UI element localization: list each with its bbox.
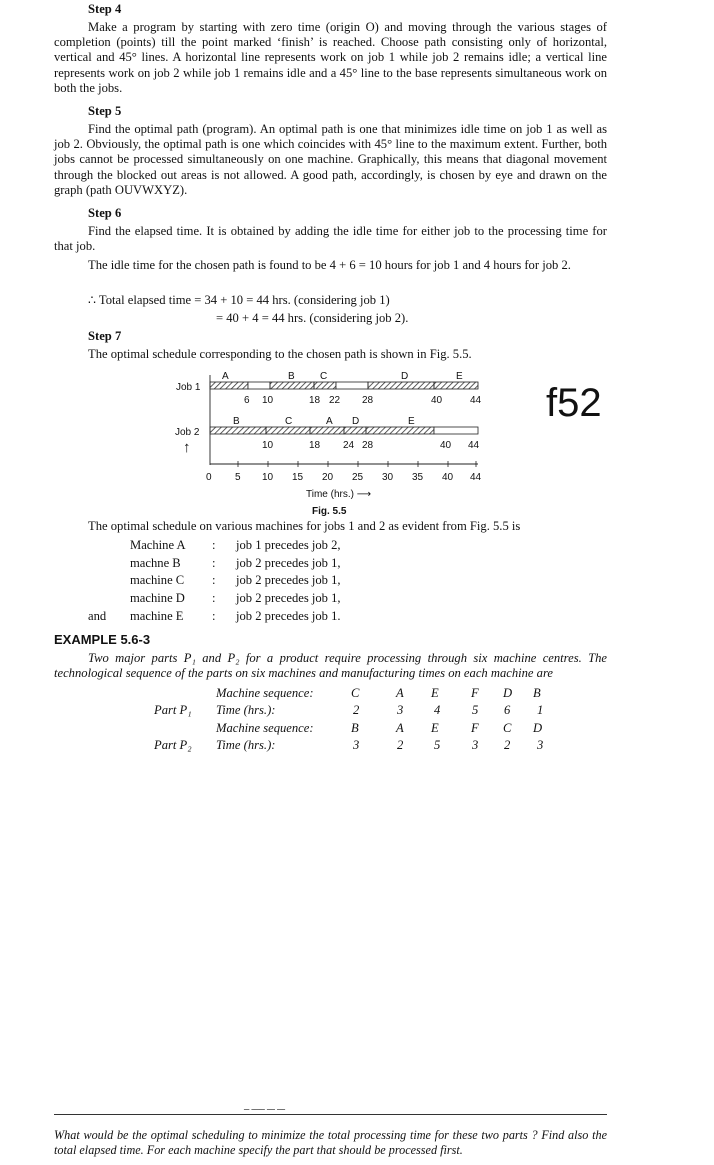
job1-letter-c: C xyxy=(320,371,328,382)
job2-letter-d: D xyxy=(352,416,360,427)
example-text xyxy=(54,651,607,681)
step6-text xyxy=(54,224,607,254)
step4-text xyxy=(54,20,607,96)
p2-time-cell: 3 xyxy=(537,738,544,752)
step6-calc1: ∴ Total elapsed time = 34 + 10 = 44 hrs. (considering job 1) xyxy=(88,293,390,307)
job2-tick-28: 28 xyxy=(362,440,374,451)
job2-bar xyxy=(210,427,478,434)
footer-cut-text: ـــ ـــ ـــــ ــ xyxy=(244,1102,286,1112)
schedule-sep: : xyxy=(212,556,216,570)
part2-label: Part P₂ xyxy=(154,738,192,752)
part1-time-label: Time (hrs.): xyxy=(216,703,276,717)
job1-tick-22: 22 xyxy=(329,395,341,406)
step6-title: Step 6 xyxy=(88,206,122,220)
schedule-machine: machine E xyxy=(130,609,184,623)
p1-time-cell: 3 xyxy=(397,703,404,717)
job1-letter-b: B xyxy=(288,371,295,382)
job1-seg-a xyxy=(210,382,248,389)
schedule-sep: : xyxy=(212,538,216,552)
job2-seg-idle xyxy=(434,427,478,434)
fig-arrow-up-icon: ↑ xyxy=(183,439,191,456)
axis-tick-0: 0 xyxy=(206,472,212,483)
job1-letter-e: E xyxy=(456,371,463,382)
p2-seq-cell: E xyxy=(431,721,439,735)
schedule-sep: : xyxy=(212,573,216,587)
p1-seq-cell: F xyxy=(471,686,479,700)
job1-seg-idle2 xyxy=(336,382,368,389)
job1-tick-18: 18 xyxy=(309,395,321,406)
schedule-text: job 2 precedes job 1, xyxy=(236,556,341,570)
job1-tick-44: 44 xyxy=(470,395,482,406)
p2-time-cell: 3 xyxy=(353,738,360,752)
schedule-machine: machine C xyxy=(130,573,185,587)
job2-letter-e: E xyxy=(408,416,415,427)
p1-seq-cell: A xyxy=(396,686,404,700)
job2-tick-44: 44 xyxy=(468,440,480,451)
schedule-machine: Machine A xyxy=(130,538,186,552)
footer-question: What would be the optimal scheduling to minimize the total processing time for these two parts ? Find also the total elapsed time. For each machine specify the part that should be processed first. xyxy=(54,1128,607,1158)
p1-seq-cell: B xyxy=(533,686,541,700)
job1-bar xyxy=(210,382,478,389)
step7-title: Step 7 xyxy=(88,329,122,343)
axis-tick-44: 44 xyxy=(470,472,482,483)
part2-time-label: Time (hrs.): xyxy=(216,738,276,752)
schedule-sep: : xyxy=(212,609,216,623)
fig-job1-label: Job 1 xyxy=(176,382,201,393)
step5-title: Step 5 xyxy=(88,104,122,118)
job2-tick-18: 18 xyxy=(309,440,321,451)
job1-tick-28: 28 xyxy=(362,395,374,406)
part1-label: Part P₁ xyxy=(154,703,192,717)
example-heading: EXAMPLE 5.6-3 xyxy=(54,632,151,647)
axis-tick-10: 10 xyxy=(262,472,274,483)
fig-caption: Fig. 5.5 xyxy=(312,506,347,517)
p2-time-cell: 2 xyxy=(397,738,404,752)
job1-tick-6: 6 xyxy=(244,395,250,406)
part1-seq-label: Machine sequence: xyxy=(216,686,314,700)
step6-text2-body: The idle time for the chosen path is found to be 4 + 6 = 10 hours for job 1 and 4 hours for job 2. xyxy=(88,258,571,272)
p1-seq-cell: E xyxy=(431,686,439,700)
axis-tick-40: 40 xyxy=(442,472,454,483)
axis-tick-20: 20 xyxy=(322,472,334,483)
axis-label: Time (hrs.) ⟶ xyxy=(306,489,372,500)
axis-tick-15: 15 xyxy=(292,472,304,483)
schedule-text: job 1 precedes job 2, xyxy=(236,538,341,552)
p1-time-cell: 4 xyxy=(434,703,441,717)
step4-text-body: Make a program by starting with zero time (origin O) and moving through the various stages of completion (points) till the point marked ‘finish’ is reached. Choose path consisting only of horizontal, vertical and 45° lines. A horizontal line represents work on job 1 while job 2 remains idle; a vertical line represents work on job 2 while job 1 remains idle and a 45° line to the base represents simultaneous work on both the jobs. xyxy=(54,20,607,95)
job2-tick-40: 40 xyxy=(440,440,452,451)
schedule-machine: machne B xyxy=(130,556,181,570)
step4-title: Step 4 xyxy=(88,2,122,16)
schedule-machine: machine D xyxy=(130,591,185,605)
job2-letter-c: C xyxy=(285,416,293,427)
step6-text-body: Find the elapsed time. It is obtained by adding the idle time for either job to the processing time for that job. xyxy=(54,224,607,254)
p2-seq-cell: F xyxy=(471,721,479,735)
fig-job2-label: Job 2 xyxy=(175,427,200,438)
step5-text-body: Find the optimal path (program). An optimal path is one that minimizes idle time on job 1 as well as job 2. Obviously, the optimal path is one which coincides with 45° line to the maximum extent. Further, both jobs cannot be processed simultaneously on one machine. Graphically, this means that diagonal movement through the blocked out areas is not allowed. A good path, accordingly, is chosen by eye and drawn on the graph (path OUVWXYZ). xyxy=(54,122,607,197)
job1-seg-idle1 xyxy=(248,382,270,389)
p2-seq-cell: C xyxy=(503,721,512,735)
p1-time-cell: 1 xyxy=(537,703,544,717)
job2-tick-24: 24 xyxy=(343,440,355,451)
axis-tick-5: 5 xyxy=(235,472,241,483)
schedule-intro: The optimal schedule on various machines for jobs 1 and 2 as evident from Fig. 5.5 is xyxy=(88,519,521,533)
fig-watermark: f52 xyxy=(546,381,602,425)
job1-tick-40: 40 xyxy=(431,395,443,406)
p2-time-cell: 3 xyxy=(472,738,479,752)
axis-tick-30: 30 xyxy=(382,472,394,483)
step7-text: The optimal schedule corresponding to the chosen path is shown in Fig. 5.5. xyxy=(88,347,472,361)
p1-seq-cell: D xyxy=(503,686,513,700)
p2-time-cell: 5 xyxy=(434,738,441,752)
job1-tick-10: 10 xyxy=(262,395,274,406)
step6-calc2: = 40 + 4 = 44 hrs. (considering job 2). xyxy=(216,311,409,325)
axis-tick-25: 25 xyxy=(352,472,364,483)
step6-text2 xyxy=(54,258,607,273)
schedule-prefix: and xyxy=(88,609,107,623)
p2-time-cell: 2 xyxy=(504,738,511,752)
job1-letter-a: A xyxy=(222,371,229,382)
p1-seq-cell: C xyxy=(351,686,360,700)
step5-text xyxy=(54,122,607,198)
p2-seq-cell: D xyxy=(533,721,543,735)
p2-seq-cell: A xyxy=(396,721,404,735)
footer-rule xyxy=(54,1114,607,1115)
part2-seq-label: Machine sequence: xyxy=(216,721,314,735)
example-text-body: Two major parts P₁ and P₂ for a product require processing through six machine centres. The technological sequence of the parts on six machines and manufacturing times on each machine are xyxy=(54,651,607,681)
schedule-text: job 2 precedes job 1, xyxy=(236,591,341,605)
p2-seq-cell: B xyxy=(351,721,359,735)
p1-time-cell: 2 xyxy=(353,703,360,717)
schedule-text: job 2 precedes job 1. xyxy=(236,609,341,623)
axis-tick-35: 35 xyxy=(412,472,424,483)
job2-tick-10: 10 xyxy=(262,440,274,451)
job2-seg-e xyxy=(366,427,434,434)
job2-letter-a: A xyxy=(326,416,333,427)
p1-time-cell: 6 xyxy=(504,703,511,717)
job2-letter-b: B xyxy=(233,416,240,427)
schedule-sep: : xyxy=(212,591,216,605)
schedule-text: job 2 precedes job 1, xyxy=(236,573,341,587)
job1-letter-d: D xyxy=(401,371,409,382)
p1-time-cell: 5 xyxy=(472,703,479,717)
